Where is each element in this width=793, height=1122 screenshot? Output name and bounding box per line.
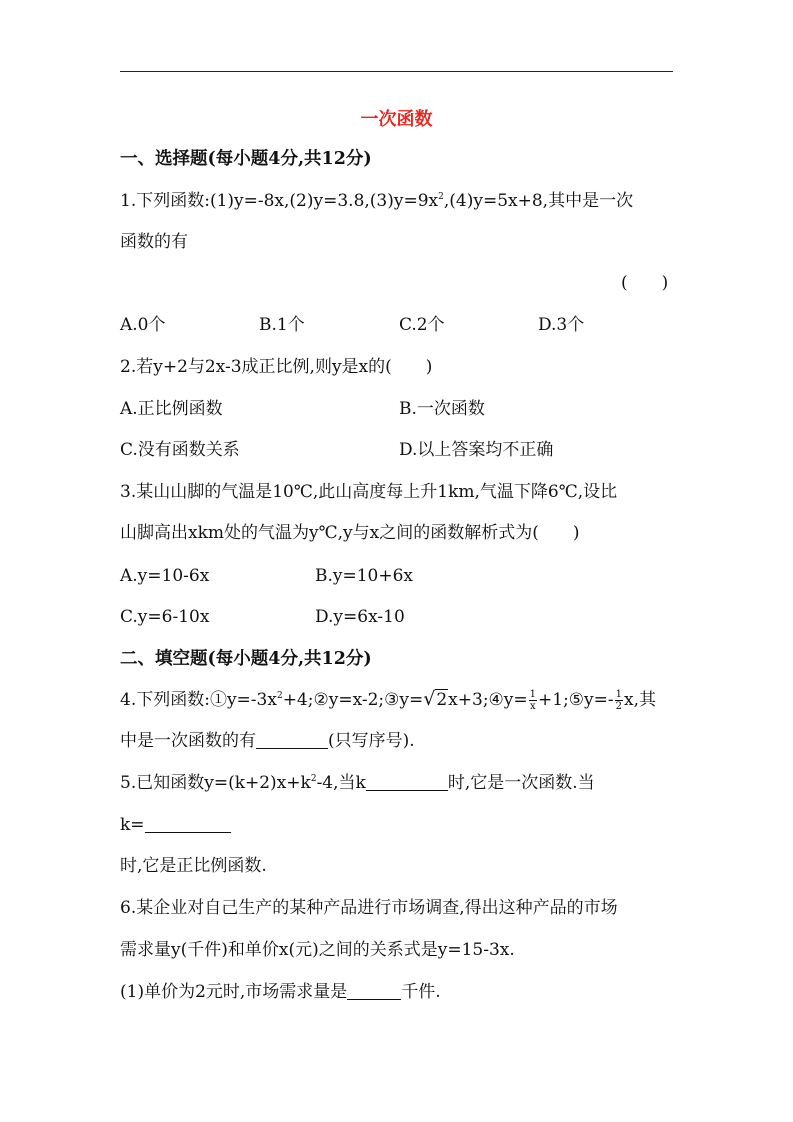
option-d: D.3个	[538, 315, 585, 335]
question-6-stem: 6.某企业对自己生产的某种产品进行市场调查,得出这种产品的市场	[120, 898, 618, 918]
option-b: B.一次函数	[399, 399, 485, 419]
question-6-stem-cont: 需求量y(千件)和单价x(元)之间的关系式是y=15-3x.	[120, 940, 515, 960]
fraction: $\frac{1}{2}$	[615, 689, 623, 712]
header-rule	[120, 71, 673, 72]
sqrt-symbol: √	[423, 688, 436, 710]
question-3-stem-cont: 山脚高出xkm处的气温为y℃,y与x之间的函数解析式为( )	[120, 523, 580, 543]
question-6-sub-1: (1)单价为2元时,市场需求量是 千件.	[120, 982, 441, 1002]
answer-paren: ( )	[621, 273, 669, 293]
option-b: B.y=10+6x	[315, 566, 414, 586]
document-title: 一次函数	[360, 109, 433, 130]
question-5-stem: 5.已知函数$y=(k+2)x+k^2-4$,当k 时,它是一次函数.当	[120, 773, 595, 793]
question-3-stem: 3.某山山脚的气温是10℃,此山高度每上升1km,气温下降6℃,设比	[120, 482, 618, 502]
answer-blank[interactable]	[347, 981, 401, 1000]
option-a: A.y=10-6x	[120, 566, 210, 586]
option-a: A.0个	[120, 315, 166, 335]
option-d: D.y=6x-10	[315, 607, 405, 627]
question-1-stem-cont: 函数的有	[120, 232, 188, 252]
answer-blank[interactable]	[145, 814, 231, 833]
option-a: A.正比例函数	[120, 399, 223, 419]
answer-blank[interactable]	[256, 730, 328, 749]
option-c: C.没有函数关系	[120, 440, 240, 460]
option-b: B.1个	[259, 315, 305, 335]
question-2-stem: 2.若y+2与2x-3成正比例,则y是x的( )	[120, 357, 433, 377]
answer-blank[interactable]	[366, 772, 448, 791]
fraction: $\frac{1}{x}$	[529, 689, 537, 712]
option-c: C.2个	[399, 315, 445, 335]
question-5-stem-cont: k=	[120, 814, 231, 836]
section-heading-choice: 一、选择题(每小题4分,共12分)	[120, 149, 372, 169]
option-c: C.y=6-10x	[120, 607, 210, 627]
question-4-stem: 4.下列函数$:①y=-3x^2+4;②y=x-2;③y=√2x+3;④y=$ $\frac{1}{x}$ +1;⑤y=- $\frac{1}{2}$ x,其	[120, 688, 657, 712]
section-heading-fill: 二、填空题(每小题4分,共12分)	[120, 649, 372, 669]
option-d: D.以上答案均不正确	[399, 440, 554, 460]
question-4-stem-cont: 中是一次函数的有 (只写序号).	[120, 731, 415, 751]
question-1-stem: 1.下列函数$:(1)y=-8x,(2)y=3.8,(3)y=9x^2,(4)y=5x+8$,其中是一次	[120, 191, 634, 211]
question-5-stem-end: 时,它是正比例函数.	[120, 856, 267, 876]
